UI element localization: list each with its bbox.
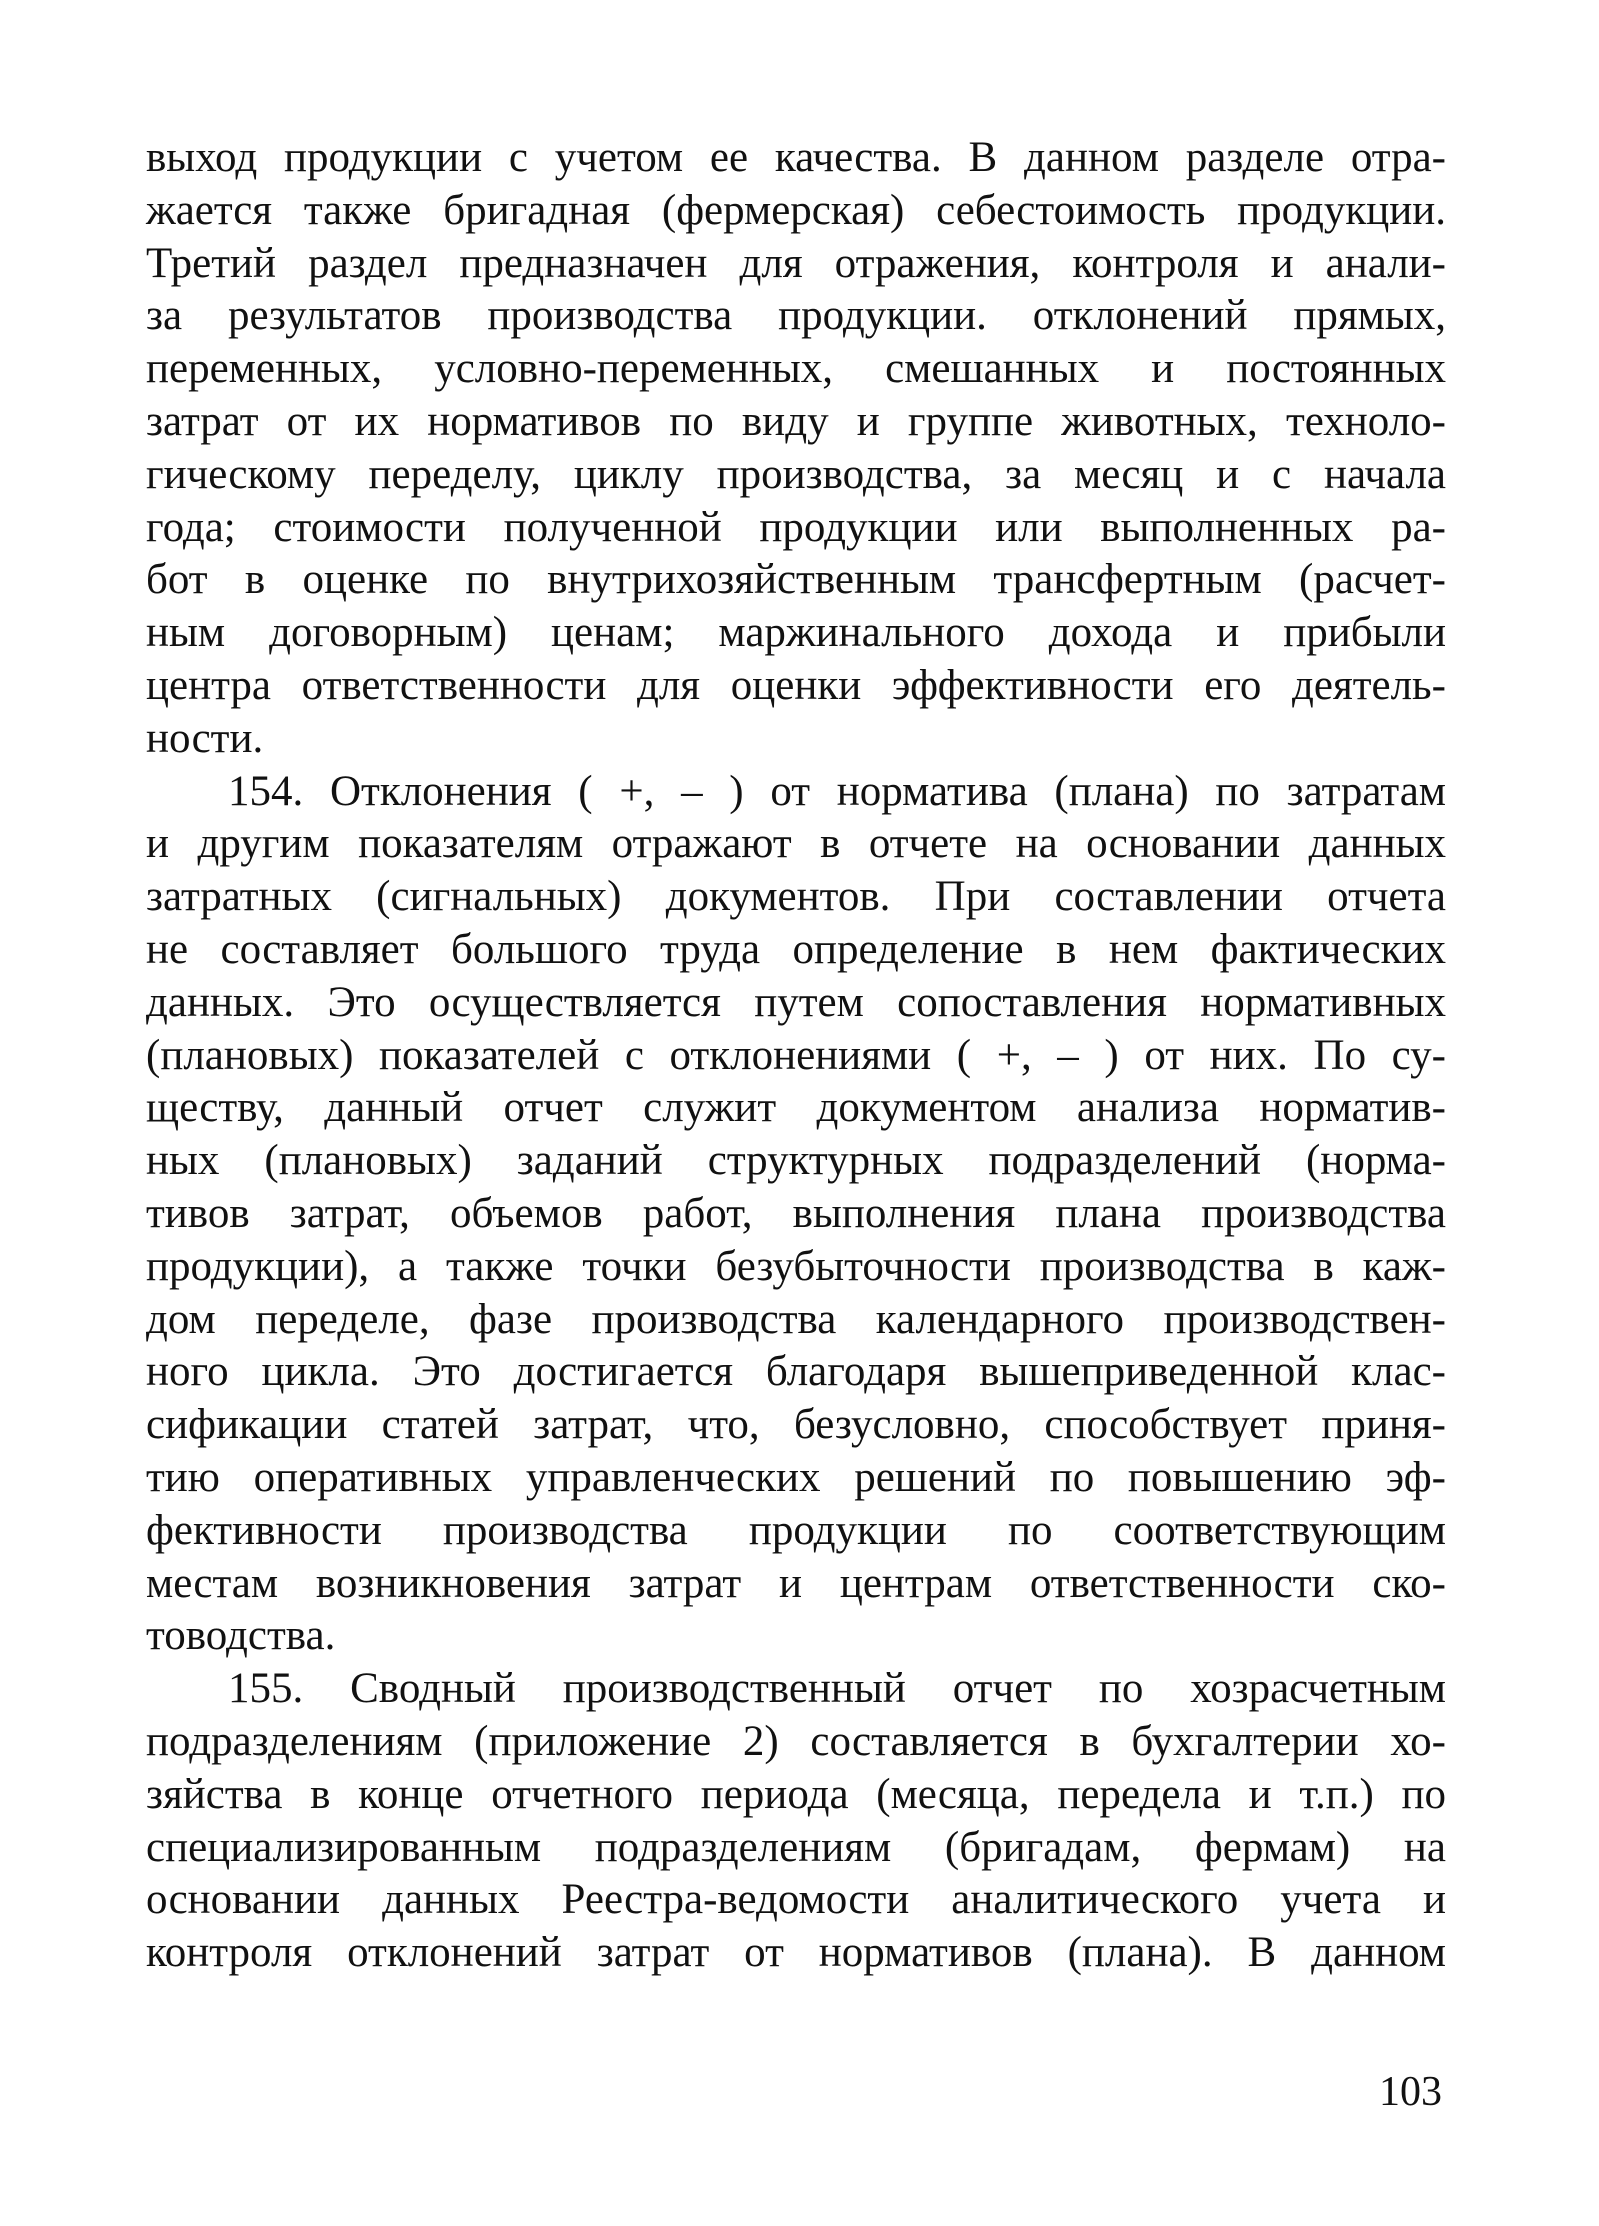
text-line: фективности производства продукции по соответствующим	[146, 1506, 1446, 1554]
text-line: переменных, условно-переменных, смешанных и постоянных	[146, 345, 1446, 393]
text-line: ности.	[146, 714, 264, 762]
paragraph-155	[146, 1663, 1446, 1980]
text-line: дом переделе, фазе производства календарного производствен-	[146, 1295, 1446, 1343]
text-line: контроля отклонений затрат от нормативов (плана). В данном	[146, 1929, 1446, 1977]
text-line: продукции), а также точки безубыточности производства в каж-	[146, 1242, 1446, 1290]
text-line: за результатов производства продукции. отклонений прямых,	[146, 292, 1446, 340]
text-line: ных (плановых) заданий структурных подразделений (норма-	[146, 1137, 1446, 1185]
text-line: 154. Отклонения ( +, – ) от норматива (плана) по затратам	[228, 767, 1446, 815]
text-line: выход продукции с учетом ее качества. В данном разделе отра-	[146, 134, 1446, 181]
text-line: (плановых) показателей с отклонениями ( +, – ) от них. По су-	[146, 1031, 1446, 1079]
text-line: зяйства в конце отчетного периода (месяца, передела и т.п.) по	[146, 1770, 1446, 1818]
text-line: тию оперативных управленческих решений по повышению эф-	[146, 1453, 1446, 1501]
text-line: местам возникновения затрат и центрам ответственности ско-	[146, 1559, 1446, 1607]
text-line: ного цикла. Это достигается благодаря вышеприведенной клас-	[146, 1348, 1446, 1396]
text-line: тивов затрат, объемов работ, выполнения плана производства	[146, 1189, 1446, 1237]
text-line: товодства.	[146, 1612, 336, 1660]
text-line: не составляет большого труда определение в нем фактических	[146, 925, 1446, 973]
text-line: и другим показателям отражают в отчете на основании данных	[146, 820, 1446, 868]
document-page	[146, 132, 1446, 2115]
text-line: жается также бригадная (фермерская) себестоимость продукции.	[146, 186, 1446, 234]
text-line: бот в оценке по внутрихозяйственным трансфертным (расчет-	[146, 556, 1446, 604]
paragraph-154	[146, 766, 1446, 1664]
text-line: затратных (сигнальных) документов. При составлении отчета	[146, 873, 1446, 921]
text-line: подразделениям (приложение 2) составляется в бухгалтерии хо-	[146, 1717, 1446, 1765]
paragraph-1	[146, 132, 1446, 766]
text-line: гическому переделу, циклу производства, за месяц и с начала	[146, 450, 1446, 498]
text-line: ществу, данный отчет служит документом анализа норматив-	[146, 1084, 1446, 1132]
text-line: основании данных Реестра-ведомости аналитического учета и	[146, 1876, 1446, 1924]
text-line: затрат от их нормативов по виду и группе животных, техноло-	[146, 397, 1446, 445]
text-line: специализированным подразделениям (бригадам, фермам) на	[146, 1823, 1446, 1871]
page-number: 103	[1379, 2069, 1442, 2115]
text-line: года; стоимости полученной продукции или выполненных ра-	[146, 503, 1446, 551]
text-line: сификации статей затрат, что, безусловно, способствует приня-	[146, 1401, 1446, 1449]
text-line: Третий раздел предназначен для отражения, контроля и анали-	[146, 239, 1446, 287]
text-line: 155. Сводный производственный отчет по хозрасчетным	[228, 1665, 1446, 1713]
text-line: центра ответственности для оценки эффективности его деятель-	[146, 661, 1446, 709]
text-line: данных. Это осуществляется путем сопоставления нормативных	[146, 978, 1446, 1026]
text-line: ным договорным) ценам; маржинального дохода и прибыли	[146, 609, 1446, 657]
